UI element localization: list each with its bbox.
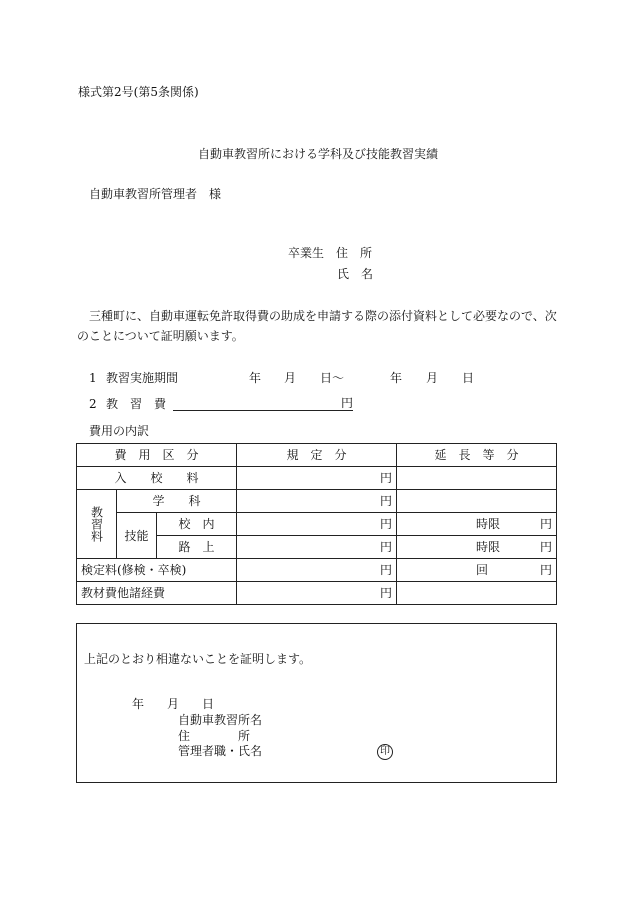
row-academic: 学 科 [117, 490, 237, 513]
addressee: 自動車教習所管理者 様 [89, 187, 222, 201]
document-title: 自動車教習所における学科及び技能教習実績 [198, 147, 439, 161]
row-materials: 教材費他諸経費 [77, 582, 237, 605]
table-row [77, 467, 557, 490]
materials-extension-amount [397, 582, 557, 605]
exam-regular-amount: 円 [237, 559, 397, 582]
period-month-from: 月 [284, 371, 297, 385]
graduate-address-label: 卒業生 住 所 [288, 246, 373, 260]
table-row [77, 559, 557, 582]
table-row [77, 490, 557, 513]
campus-time-limit-label: 時限 [475, 517, 500, 531]
seal-icon: 印 [377, 744, 393, 760]
period-year-from: 年 [249, 371, 262, 385]
school-name-label: 自動車教習所名 [178, 713, 263, 727]
header-fee-category: 費 用 区 分 [77, 444, 237, 467]
tuition-number: 2 [89, 397, 97, 411]
header-regular: 規 定 分 [237, 444, 397, 467]
row-enrollment-fee: 入 校 料 [77, 467, 237, 490]
row-exam-fee: 検定料(修検・卒検) [77, 559, 237, 582]
exam-times-label: 回 [475, 563, 488, 577]
tuition-group-label: 教習料 [89, 506, 104, 542]
enrollment-extension-amount [397, 467, 557, 490]
campus-regular-amount: 円 [237, 513, 397, 536]
row-tuition-group [77, 490, 117, 559]
road-regular-amount: 円 [237, 536, 397, 559]
period-label: 教習実施期間 [106, 371, 179, 385]
school-address-label: 住 所 [178, 729, 251, 743]
certification-box [76, 623, 557, 783]
tuition-yen-unit: 円 [173, 396, 353, 411]
fee-breakdown-table [76, 443, 557, 605]
period-year-to: 年 [390, 371, 403, 385]
tuition-label: 教 習 費 [106, 397, 167, 411]
campus-extension-amount [397, 513, 557, 536]
table-header-row [77, 444, 557, 467]
row-campus: 校 内 [157, 513, 237, 536]
period-day-from: 日〜 [320, 371, 345, 385]
breakdown-label: 費用の内訳 [89, 424, 150, 438]
certification-statement: 上記のとおり相違ないことを証明します。 [84, 652, 312, 666]
enrollment-regular-amount: 円 [237, 467, 397, 490]
request-text-line1: 三種町に、自動車運転免許取得費の助成を申請する際の添付資料として必要なので、次 [89, 309, 557, 323]
request-text-line2: のことについて証明願います。 [77, 329, 244, 343]
exam-extension-yen: 円 [540, 563, 553, 577]
period-month-to: 月 [426, 371, 439, 385]
form-number: 様式第2号(第5条関係) [78, 85, 199, 99]
header-extension: 延 長 等 分 [397, 444, 557, 467]
academic-extension-amount [397, 490, 557, 513]
period-number: 1 [89, 371, 97, 385]
certification-date-day: 日 [202, 697, 215, 711]
materials-regular-amount: 円 [237, 582, 397, 605]
road-extension-yen: 円 [540, 540, 553, 554]
campus-extension-yen: 円 [540, 517, 553, 531]
road-extension-amount [397, 536, 557, 559]
academic-regular-amount: 円 [237, 490, 397, 513]
row-road: 路 上 [157, 536, 237, 559]
period-day-to: 日 [462, 371, 475, 385]
table-row [77, 582, 557, 605]
manager-name-label: 管理者職・氏名 [178, 744, 263, 758]
certification-date-month: 月 [167, 697, 180, 711]
road-time-limit-label: 時限 [475, 540, 500, 554]
table-row [77, 513, 557, 536]
row-skill-group: 技能 [117, 513, 157, 559]
exam-extension-amount [397, 559, 557, 582]
seal-mark [377, 743, 393, 760]
certification-date-year: 年 [132, 697, 145, 711]
graduate-name-label: 氏 名 [337, 267, 374, 281]
tuition-amount-field [173, 396, 353, 411]
